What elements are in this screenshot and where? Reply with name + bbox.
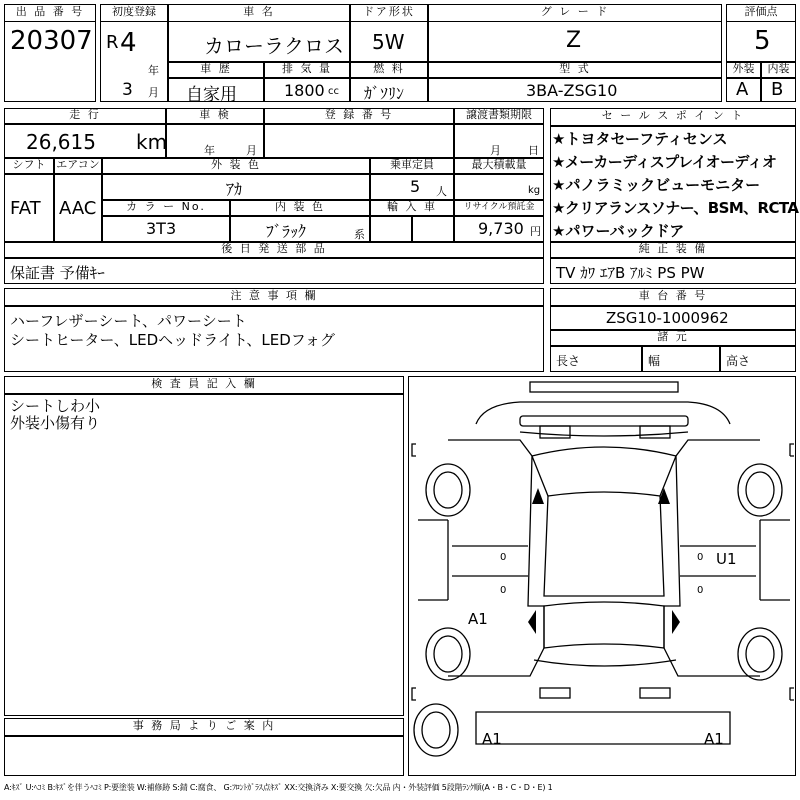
grade-value: Z [566,28,582,53]
load-unit: kg [528,185,541,196]
door-mark-left: 0 [500,552,507,563]
lot-number: 20307 [10,26,93,56]
int-grade-label: 内装 [761,62,796,78]
transfer-label: 譲渡書類期限 [454,108,544,124]
disp-label: 排 気 量 [264,62,350,78]
month-unit: 月 [148,86,159,99]
spec-label: 諸 元 [550,330,796,346]
shift-value: FAT [10,198,41,219]
model-value: 3BA-ZSG10 [526,81,618,100]
recycle-label: リサイクル預託金 [454,200,544,216]
damage-mark-a1-rear-left: A1 [482,730,502,748]
insp-year-unit: 年 [204,144,215,157]
ac-value: AAC [59,198,97,219]
width-label: 幅 [648,354,661,368]
notes-line: ハーフレザーシート、パワーシート [10,312,247,330]
legend-text: A:ｷｽﾞ U:ﾍｺﾐ B:ｷｽﾞを伴うﾍｺﾐ P:要塗装 W:補修跡 S:錆 C:腐食、 G:ﾌﾛﾝﾄｶﾞﾗｽ点ｷｽﾞ XX:交換済み X:要交換 欠:欠品 内・外装評価 5段階ﾗﾝｸ順(A・B・C・D・E) 1 [4,783,553,792]
recycle-value: 9,730 [478,219,524,238]
sales-point-item: ★メーカーディスプレイオーディオ [552,153,777,171]
equipment-value: TV ｶﾜ ｴｱB ｱﾙﾐ PS PW [556,264,705,282]
sales-point-item: ★パワーバックドア [552,222,685,240]
sales-point-item: ★パノラミックビューモニター [552,176,761,194]
door-mark-right: 0 [697,552,704,563]
seats-unit: 人 [436,185,447,198]
era: R [106,32,119,53]
chassis-value: ZSG10-1000962 [606,309,729,327]
chassis-label: 車 台 番 号 [550,288,796,306]
inspector-box [4,394,404,716]
office-box [4,736,404,776]
year-value: 4 [120,28,137,58]
int-color-label: 内 装 色 [230,200,370,216]
ext-grade-value: A [736,79,749,100]
load-label: 最大積載量 [454,158,544,174]
damage-mark-a1-rear-right: A1 [704,730,724,748]
color-no-value: 3T3 [146,219,177,238]
score-value: 5 [754,26,771,56]
import-cell-1 [370,216,412,242]
ac-label: エアコン [54,158,102,174]
height-label: 高さ [726,354,751,368]
mileage-value: 26,615 [26,130,96,154]
seats-value: 5 [410,177,421,196]
shift-label: シフト [4,158,54,174]
seats-label: 乗車定員 [370,158,454,174]
inspector-line: シートしわ小 [10,397,101,415]
history-value: 自家用 [186,85,237,105]
door-mark-right-rear: 0 [697,585,704,596]
ext-grade-label: 外装 [726,62,761,78]
sales-point-item: ★トヨタセーフティセンス [552,130,728,148]
mileage-unit: km [136,130,168,154]
office-label: 事 務 局 よ り ご 案 内 [4,718,404,736]
damage-mark-u1: U1 [716,550,737,568]
notes-line: シートヒーター、LEDヘッドライト、LEDフォグ [10,331,336,349]
disp-unit: cc [328,86,339,97]
color-no-label: カ ラ ー No. [102,200,230,216]
transfer-day-unit: 日 [528,144,539,157]
ext-color-value: ｱｶ [226,180,243,199]
sales-point-item: ★クリアランスソナー、BSM、RCTA [552,199,799,217]
reg-label: 登 録 番 号 [264,108,454,124]
car-name-label: 車 名 [168,4,350,22]
inspection-label: 車 検 [166,108,264,124]
inspector-line: 外装小傷有り [10,414,101,432]
history-label: 車 歴 [168,62,264,78]
later-parts-value: 保証書 予備ｷｰ [10,264,105,282]
door-label: ドア形状 [350,4,428,22]
int-color-value: ﾌﾞﾗｯｸ [266,222,307,241]
fuel-label: 燃 料 [350,62,428,78]
grade-label: グ レ ー ド [428,4,722,22]
reg-cell [264,124,454,158]
import-cell-2 [412,216,454,242]
fuel-value: ｶﾞｿﾘﾝ [364,84,405,103]
lot-label: 出 品 番 号 [4,4,96,22]
insp-month-unit: 月 [246,144,257,157]
recycle-unit: 円 [530,225,541,238]
ext-color-label: 外 装 色 [102,158,370,174]
damage-mark-a1-left: A1 [468,610,488,628]
door-value: 5W [372,30,405,54]
transfer-month-unit: 月 [490,144,501,157]
length-label: 長さ [556,354,581,368]
month-value: 3 [122,80,133,100]
car-diagram [408,376,796,776]
inspector-label: 検 査 員 記 入 欄 [4,376,404,394]
int-color-unit: 系 [354,228,365,241]
mileage-label: 走 行 [4,108,166,124]
first-reg-label: 初度登録 [100,4,168,22]
score-label: 評価点 [726,4,796,22]
sales-points-label: セ ー ル ス ポ イ ン ト [550,108,796,126]
model-label: 型 式 [428,62,722,78]
later-parts-label: 後 日 発 送 部 品 [4,242,544,258]
notes-label: 注 意 事 項 欄 [4,288,544,306]
year-unit: 年 [148,64,159,77]
car-name: カローラクロス [204,34,344,58]
int-grade-value: B [771,79,784,100]
disp-value: 1800 [284,81,325,100]
door-mark-left-rear: 0 [500,585,507,596]
equipment-label: 純 正 装 備 [550,242,796,258]
import-label: 輸 入 車 [370,200,454,216]
